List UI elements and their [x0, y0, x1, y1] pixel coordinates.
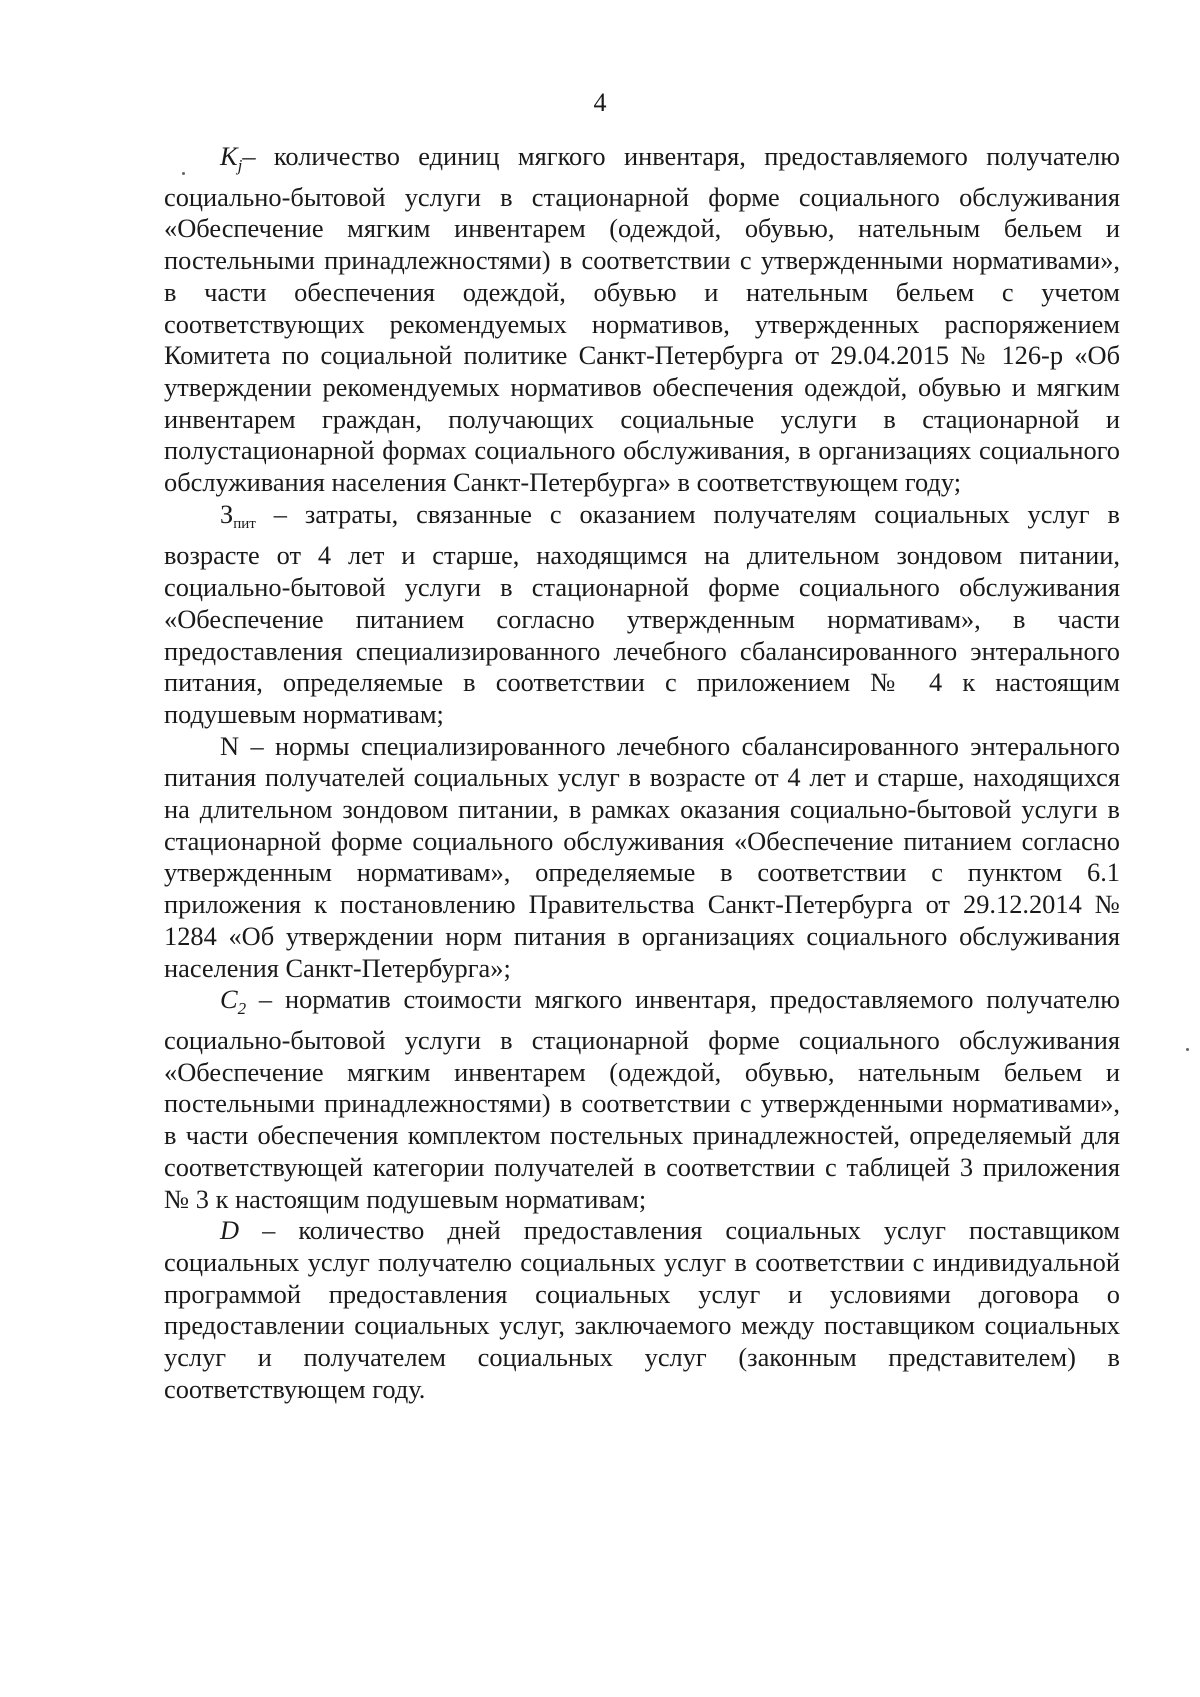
definition-n [164, 731, 1120, 985]
definition-k [164, 141, 1120, 499]
term-symbol: З [220, 498, 234, 529]
definition-text: – затраты, связанные с оказанием получателям социальных услуг в возрасте от 4 лет и старше, находящимся на длительном зондовом питании, социально-бытовой услуги в стационарной форме социального обслуживания «Обеспечение питанием согласно утвержденным нормативам», в части предоставления специализированного лечебного сбалансированного энтерального питания, определяемые в соответствии с приложением № 4 к настоящим подушевым нормативам; [164, 498, 1120, 729]
term-subscript: j [237, 156, 243, 175]
scan-speck [182, 172, 185, 175]
definition-text: – количество дней предоставления социальных услуг поставщиком социальных услуг получателю социальных услуг в соответствии с индивидуальной программой предоставления социальных услуг и условиями договора о предоставлении социальных услуг, заключаемого между поставщиком социальных услуг и получателем социальных услуг (законным представителем) в соответствующем году. [164, 1215, 1120, 1404]
term-symbol: K [220, 141, 238, 171]
definition-text: – норматив стоимости мягкого инвентаря, предоставляемого получателю социально-бытовой услуги в стационарной форме социального обслуживания «Обеспечение мягким инвентарем (одеждой, обувью, нательным бельем и постельными принадлежностями) в соответствии с утвержденными нормативами», в части обеспечения комплектом постельных принадлежностей, определяемый для соответствующей категории получателей в соответствии с таблицей 3 приложения № 3 к настоящим подушевым нормативам; [164, 984, 1120, 1214]
term-subscript: 2 [237, 999, 247, 1019]
definition-c2 [164, 984, 1120, 1215]
term-symbol: N [220, 730, 240, 761]
definition-text: – нормы специализированного лечебного сбалансированного энтерального питания получателей социальных услуг в возрасте от 4 лет и старше, находящихся на длительном зондовом питании, в рамках оказания социально-бытовой услуги в стационарной форме социального обслуживания «Обеспечение питанием согласно утвержденным нормативам», определяемые в соответствии с пунктом 6.1 приложения к постановлению Правительства Санкт-Петербурга от 29.12.2014 № 1284 «Об утверждении норм питания в организациях социального обслуживания населения Санкт-Петербурга»; [164, 730, 1120, 983]
page-number: 4 [593, 88, 607, 117]
term-symbol: D [220, 1215, 240, 1246]
term-symbol: C [220, 984, 238, 1015]
term-subscript: пит [233, 515, 256, 532]
definition-d [164, 1215, 1120, 1405]
definitions-list [164, 141, 1120, 1405]
scan-speck [1186, 1048, 1189, 1051]
definition-text: – количество единиц мягкого инвентаря, предоставляемого получателю социально-бытовой услуги в стационарной форме социального обслуживания «Обеспечение мягким инвентарем (одеждой, обувью, нательным бельем и постельными принадлежностями) в соответствии с утвержденными нормативами», в части обеспечения одеждой, обувью и нательным бельем с учетом соответствующих рекомендуемых нормативов, утвержденных распоряжением Комитета по социальной политике Санкт-Петербурга от 29.04.2015 № 126-р «Об утверждении рекомендуемых нормативов обеспечения одеждой, обувью и мягким инвентарем граждан, получающих социальные услуги в стационарной и полустационарной формах социального обслуживания, в организациях социального обслуживания населения Санкт-Петербурга» в соответствующем году; [164, 141, 1120, 498]
definition-z-pit [164, 499, 1120, 731]
